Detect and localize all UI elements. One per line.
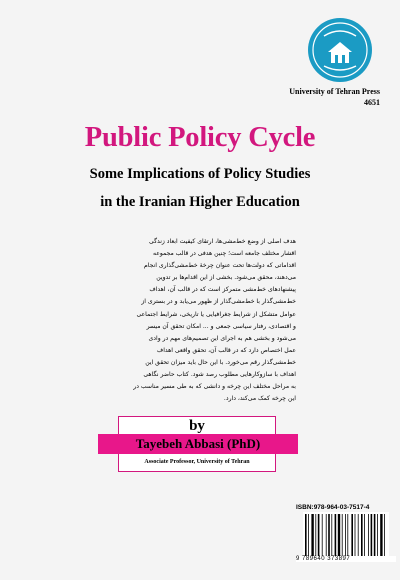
abstract-line: اقداماتی که دولت‌ها تحت عنوان چرخهٔ خط‌مشی‌گذاری انجام [143,262,296,270]
abstract-line: پیشنهادهای خط‌مشی متمرکز است که در قالب آن، اهداف [149,286,296,294]
book-subtitle-line2: in the Iranian Higher Education [100,194,300,210]
abstract-line: و اقتصادی، رفتار سیاسی جمعی و ... امکان تحقق آن میسر [146,322,296,330]
abstract-line: این چرخه کمک می‌کند، دارد. [223,395,296,403]
book-subtitle-line1: Some Implications of Policy Studies [89,166,311,182]
publisher-name: University of Tehran Press [289,87,380,96]
abstract-line: می‌دهند، محقق می‌شود. بخشی از این اقدام‌ها بر تدوین [156,274,296,282]
author-affiliation: Associate Professor, University of Tehran [118,454,276,472]
publisher-number: 4651 [364,98,380,107]
by-label: by [118,416,276,435]
publisher-block [220,86,380,108]
abstract-line: خط‌مشی‌گذار رقم می‌خورد. با این حال باید میزان تحقق این [145,358,296,366]
abstract-line: هدف اصلی از وضع خط‌مشی‌ها، ارتقای کیفیت ابعاد زندگی [149,238,296,245]
barcode-icon [303,512,389,560]
isbn-label: ISBN:978-964-03-7517-4 [296,504,370,511]
abstract-line: عمل اختصاص دارد که در قالب آن، تحقق واقعی اهداف [156,346,296,354]
abstract-line: به مراحل مختلف این چرخه و دانشی که به طی مسیر مناسب در [133,383,296,391]
abstract-line: خط‌مشی‌گذار با خط‌مشی‌گذار از ظهور می‌یابد و در بستری از [141,298,296,306]
abstract-line: می‌شود و بخشی هم به اجرای این تصمیم‌های مهم در وادی [148,334,296,342]
abstract-line: اهداف با سازوکارهایی مطلوب رصد شود. کتاب حاضر نگاهی [143,371,296,379]
author-name: Tayebeh Abbasi (PhD) [98,434,298,454]
barcode-digits: 9 789640 373897 [296,556,396,562]
abstract-line: عوامل متشکل از شرایط جغرافیایی یا تاریخی، شرایط اجتماعی [136,310,296,318]
abstract-line: اقشار مختلف جامعه است؛ چنین هدفی در قالب مجموعه [152,250,296,258]
abstract-text [106,236,296,405]
university-logo-icon [306,16,374,84]
book-title: Public Policy Cycle [84,122,316,153]
